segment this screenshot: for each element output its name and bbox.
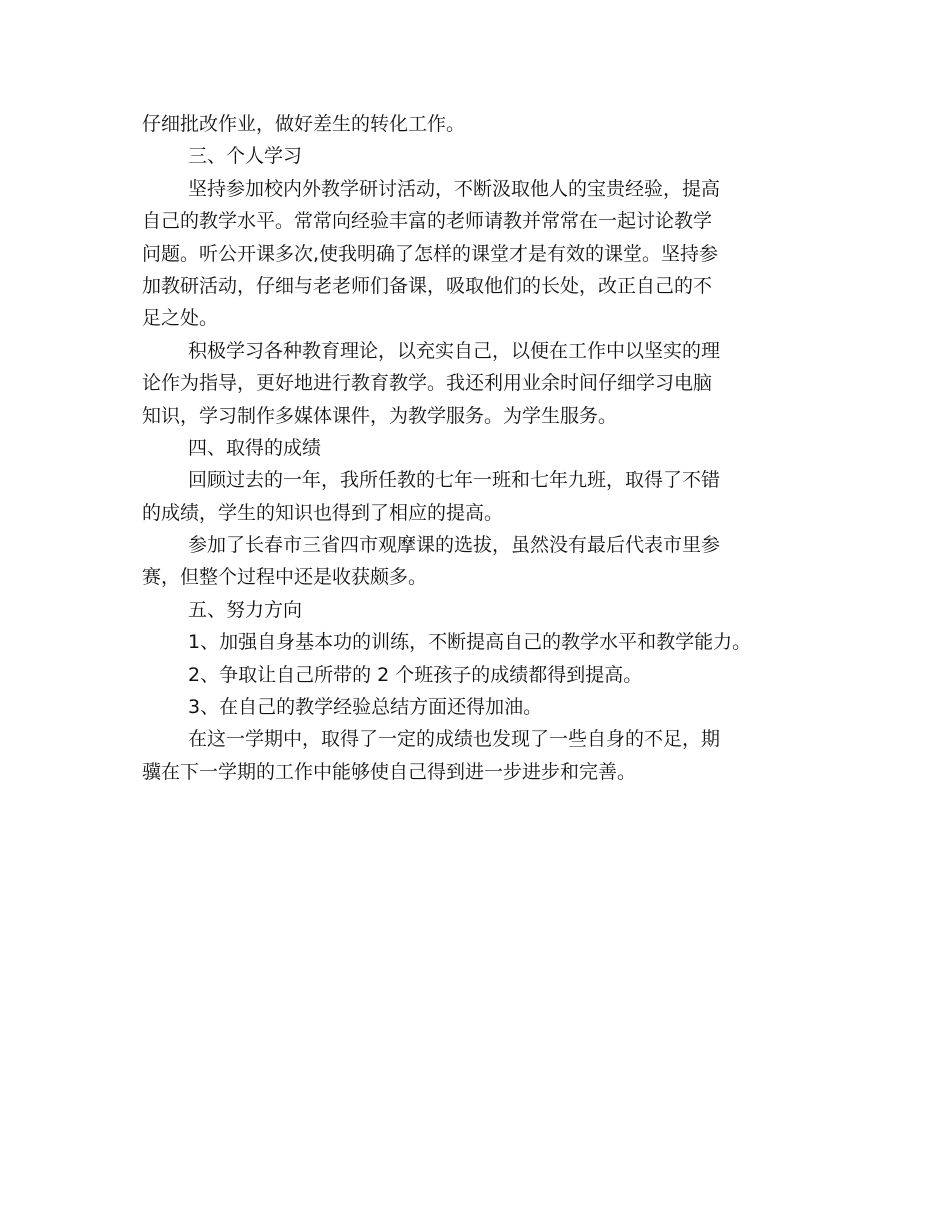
text-line: 在这一学期中，取得了一定的成绩也发现了一些自身的不足，期 bbox=[188, 728, 721, 751]
text-line: 论作为指导，更好地进行教育教学。我还利用业余时间仔细学习电脑 bbox=[142, 372, 713, 395]
section-heading: 四、取得的成绩 bbox=[188, 436, 322, 459]
text-line: 知识，学习制作多媒体课件，为教学服务。为学生服务。 bbox=[142, 404, 618, 427]
text-line: 坚持参加校内外教学研讨活动，不断汲取他人的宝贵经验，提高 bbox=[188, 177, 721, 200]
text-line: 赛，但整个过程中还是收获颇多。 bbox=[142, 566, 428, 589]
text-line: 回顾过去的一年，我所任教的七年一班和七年九班，取得了不错 bbox=[188, 469, 721, 492]
text-line: 问题。听公开课多次,使我明确了怎样的课堂才是有效的课堂。坚持参 bbox=[142, 242, 719, 265]
document-body bbox=[142, 108, 832, 788]
text-line: 参加了长春市三省四市观摩课的选拔，虽然没有最后代表市里参 bbox=[188, 534, 721, 557]
text-line: 自己的教学水平。常常向经验丰富的老师请教并常常在一起讨论教学 bbox=[142, 210, 713, 233]
section-heading: 三、个人学习 bbox=[188, 145, 303, 168]
list-item: 2、争取让自己所带的 2 个班孩子的成绩都得到提高。 bbox=[188, 663, 643, 686]
text-line: 骥在下一学期的工作中能够使自己得到进一步进步和完善。 bbox=[142, 760, 637, 783]
list-item: 1、加强自身基本功的训练，不断提高自己的教学水平和教学能力。 bbox=[188, 631, 752, 654]
text-line: 积极学习各种教育理论，以充实自己，以便在工作中以坚实的理 bbox=[188, 339, 721, 362]
text-line: 的成绩，学生的知识也得到了相应的提高。 bbox=[142, 501, 504, 524]
list-item: 3、在自己的教学经验总结方面还得加油。 bbox=[188, 696, 543, 719]
text-line: 加教研活动，仔细与老老师们备课，吸取他们的长处，改正自己的不 bbox=[142, 274, 713, 297]
section-heading: 五、努力方向 bbox=[188, 598, 303, 621]
text-line: 仔细批改作业，做好差生的转化工作。 bbox=[142, 113, 466, 135]
text-line: 足之处。 bbox=[142, 307, 219, 330]
